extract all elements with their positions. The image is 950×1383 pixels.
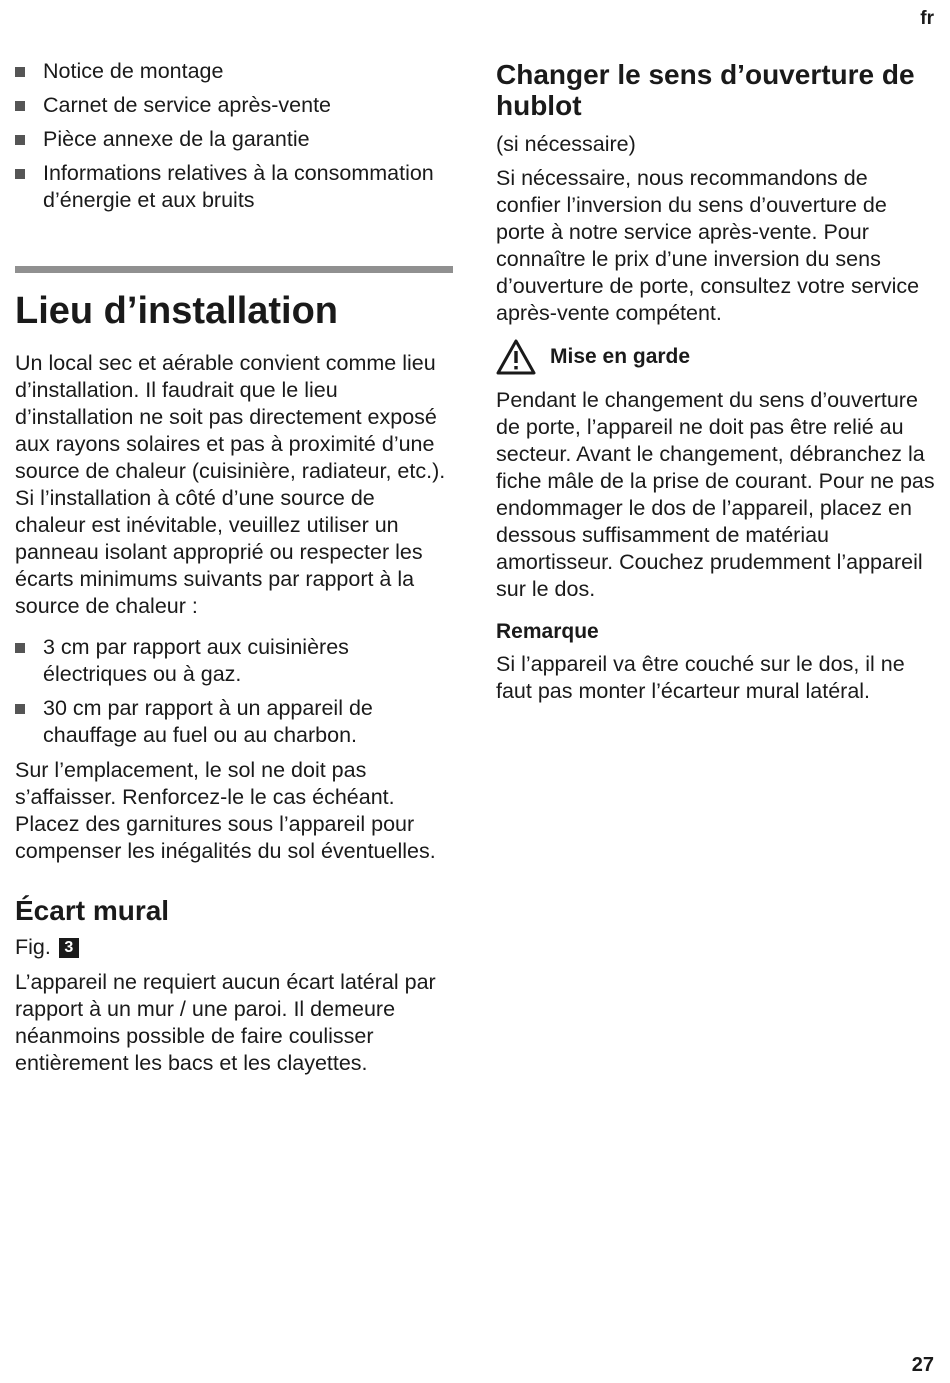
note-title: Remarque — [496, 620, 599, 643]
square-bullet-icon — [15, 169, 25, 179]
installation-paragraph-3: Sur l’emplacement, le sol ne doit pas s’affaisser. Renforcez-le le cas échéant. Placez des garnitures sous l’appareil pour compenser les inégalités du sol éventuelles. — [15, 758, 436, 863]
door-reversal-paragraph: Si nécessaire, nous recommandons de confier l’inversion du sens d’ouverture de porte à notre service après-vente. Pour connaître le prix d’une inversion du sens d’ouverture de porte, consultez votre service après-vente compétent. — [496, 166, 920, 325]
figure-reference — [15, 934, 455, 961]
figure-label: Fig. — [15, 935, 51, 959]
list-item: Carnet de service après-vente — [15, 92, 455, 119]
square-bullet-icon — [15, 643, 25, 653]
warning-title: Mise en garde — [550, 345, 691, 368]
installation-paragraph-1: Un local sec et aérable convient comme lieu d’installation. Il faudrait que le lieu d’installation ne soit pas directement exposé aux rayons solaires et pas à proximité d’une source de chaleur (cuisinière, radiateur, etc.). — [15, 351, 446, 483]
installation-paragraph-2: Si l’installation à côté d’une source de chaleur est inévitable, veuillez utiliser un panneau isolant approprié ou respecter les écarts minimums suivants par rapport à la source de chaleur : — [15, 486, 423, 618]
square-bullet-icon — [15, 135, 25, 145]
warning-triangle-icon — [496, 339, 536, 375]
warning-heading — [496, 339, 936, 375]
installation-heading: Lieu d’installation — [15, 290, 339, 332]
wall-distance-paragraph: L’appareil ne requiert aucun écart latéral par rapport à un mur / une paroi. Il demeure néanmoins possible de faire coulisser entièrement les bacs et les clayettes. — [15, 970, 436, 1075]
square-bullet-icon — [15, 67, 25, 77]
note-text: Si l’appareil va être couché sur le dos, il ne faut pas monter l’écarteur mural latéral. — [496, 652, 905, 703]
figure-number-badge: 3 — [59, 938, 79, 958]
square-bullet-icon — [15, 704, 25, 714]
list-item: Notice de montage — [15, 58, 455, 85]
list-item: 30 cm par rapport à un appareil de chauffage au fuel ou au charbon. — [15, 695, 453, 749]
square-bullet-icon — [15, 101, 25, 111]
documents-list — [15, 58, 455, 214]
list-item: Informations relatives à la consommation d’énergie et aux bruits — [15, 160, 453, 214]
door-reversal-heading: Changer le sens d’ouverture de hublot — [496, 59, 915, 121]
page-number: 27 — [911, 1354, 934, 1376]
warning-text: Pendant le changement du sens d’ouverture de porte, l’appareil ne doit pas être relié au secteur. Avant le changement, débranchez la fiche mâle de la prise de courant. Pour ne pas endommager le dos de l’appareil, placez en dessous suffisamment de matériau amortisseur. Couchez prudemment l’appareil sur le dos. — [496, 388, 935, 601]
wall-distance-heading: Écart mural — [15, 895, 170, 926]
right-column — [496, 0, 936, 705]
list-item: 3 cm par rapport aux cuisinières électriques ou à gaz. — [15, 634, 413, 688]
left-column — [15, 0, 455, 1077]
language-code: fr — [920, 8, 934, 29]
list-item: Pièce annexe de la garantie — [15, 126, 455, 153]
door-reversal-subtitle: (si nécessaire) — [496, 132, 636, 156]
distances-list — [15, 634, 455, 749]
section-divider — [15, 266, 453, 273]
